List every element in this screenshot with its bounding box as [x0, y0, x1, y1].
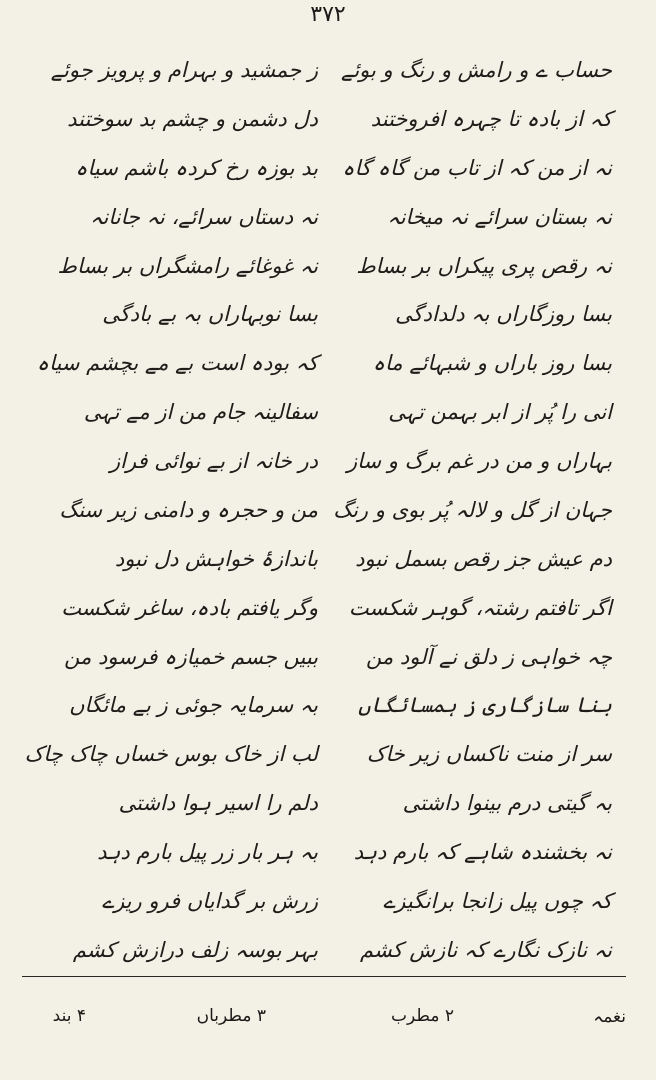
verse-line: جہان از گل و لالہ پُر بوی و رنگ — [333, 497, 612, 522]
verse-line: نہ بخشندہ شاہے کہ بارم دہد — [353, 840, 612, 864]
verse-line: بسا روزگاراں بہ دلدادگی — [395, 302, 612, 327]
verse-line: لب از خاک بوس خساں چاک چاک — [24, 742, 318, 767]
verse-line: ببیں جسم خمیازہ فرسود من — [64, 644, 318, 669]
verse-line: من و حجرہ و دامنی زیر سنگ — [59, 497, 318, 522]
verse-line: کہ از بادہ تا چہرہ افروختند — [370, 106, 612, 131]
verse-line: ز جمشید و بہرام و پرویز جوئے — [50, 58, 318, 82]
verse-line: نہ رقص پری پیکراں بر بساط — [356, 253, 612, 278]
footnotes — [30, 1006, 626, 1042]
poem-body — [24, 55, 616, 965]
verse-line: بہاراں و من در غم برگ و ساز — [346, 449, 612, 473]
verse-line: نہ بستان سرائے نہ میخانہ — [387, 204, 612, 229]
verse-line: دم عیش جز رقص بسمل نبود — [355, 546, 612, 571]
verse-line: سر از منت ناکساں زیر خاک — [366, 742, 612, 767]
verse-line: باندازۂ خواہش دل نبود — [114, 546, 318, 571]
verse-line: بسا روز باراں و شبہائے ماہ — [372, 351, 612, 376]
verse-line: کہ بودہ است بے مے بچشم سیاہ — [36, 351, 318, 376]
poem-column-left — [24, 55, 318, 965]
verse-line: بہ سرمایہ جوئی ز بے مائگاں — [69, 693, 318, 718]
verse-line: بہ ہر بار زر پیل بارم دہد — [97, 840, 318, 864]
verse-line: در خانہ از بے نوائی فراز — [109, 449, 318, 473]
verse-line: بہر بوسہ زلف درازش کشم — [72, 937, 318, 962]
page-number: ۳۷۲ — [310, 2, 346, 27]
verse-line: دلم را اسیر ہوا داشتی — [118, 791, 318, 816]
verse-line: نہ نازک نگارے کہ نازش کشم — [359, 937, 612, 962]
verse-line: بہ گیتی درم بینوا داشتی — [402, 791, 612, 816]
verse-line: نہ غوغائے رامشگراں بر بساط — [57, 253, 318, 278]
verse-line: بسا نوبہاراں بہ بے بادگی — [102, 302, 318, 327]
footnote-4: ۴ بند — [52, 1006, 86, 1026]
verse-line: زرش بر گدایاں فرو ریزے — [101, 888, 318, 913]
verse-line: چہ خواہی ز دلق نے آلود من — [365, 644, 612, 669]
verse-line: وگر یافتم بادہ، ساغر شکست — [61, 595, 318, 620]
footnote-2: ۲ مطرب — [391, 1006, 454, 1026]
verse-line: کہ چوں پیل زانجا برانگیزے — [382, 888, 612, 913]
verse-line: انی را پُر از ابر بہمن تہی — [388, 400, 612, 425]
footnote-divider — [22, 976, 626, 977]
verse-line: سفالینہ جام من از مے تہی — [83, 400, 318, 425]
verse-line: نہ دستاں سرائے، نہ جانانہ — [90, 204, 318, 229]
verse-line: دل دشمن و چشم بد سوختند — [67, 106, 318, 131]
verse-line: اگر تافتم رشتہ، گوہر شکست — [348, 595, 612, 620]
verse-line: نہ از من کہ از تاب من گاہ گاہ — [342, 155, 612, 180]
footnote-3: ۳ مطرباں — [196, 1006, 266, 1026]
footnote-1: نغمہ — [593, 1007, 626, 1027]
verse-line: بنا سازگاری ز ہمسائگاں — [358, 693, 612, 718]
verse-line: حساب ے و رامش و رنگ و بوئے — [341, 58, 612, 82]
verse-line: بد بوزہ رخ کردہ باشم سیاہ — [75, 155, 318, 180]
poem-column-right — [333, 55, 616, 965]
